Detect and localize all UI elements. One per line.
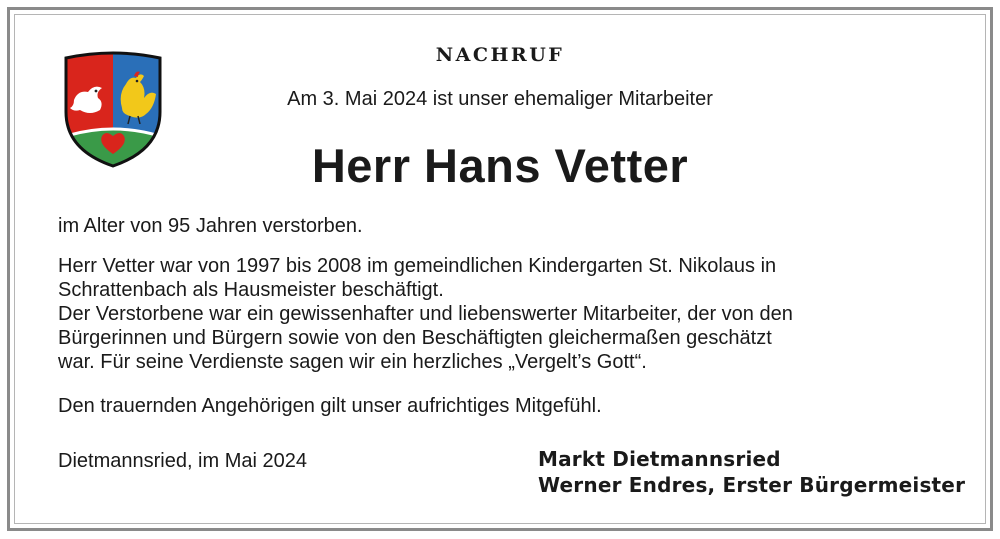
intro-line: Am 3. Mai 2024 ist unser ehemaliger Mitarbeiter [287, 88, 713, 110]
body-line: Bürgerinnen und Bürgern sowie von den Beschäftigten gleichermaßen geschätzt [58, 327, 772, 349]
body-line: Schrattenbach als Hausmeister beschäftigt. [58, 279, 444, 301]
age-line: im Alter von 95 Jahren verstorben. [58, 215, 363, 237]
condolence-line: Den trauernden Angehörigen gilt unser aufrichtiges Mitgefühl. [58, 395, 602, 417]
signature-person: Werner Endres, Erster Bürgermeister [538, 473, 966, 497]
body-line: Der Verstorbene war ein gewissenhafter und liebenswerter Mitarbeiter, der von den [58, 303, 793, 325]
deceased-name: Herr Hans Vetter [311, 139, 689, 192]
body-line: war. Für seine Verdienste sagen wir ein herzliches „Vergelt’s Gott“. [58, 351, 647, 373]
place-date: Dietmannsried, im Mai 2024 [58, 450, 307, 472]
body-line: Herr Vetter war von 1997 bis 2008 im gemeindlichen Kindergarten St. Nikolaus in [58, 255, 777, 277]
notice-heading: NACHRUF [435, 44, 565, 66]
signature-org: Markt Dietmannsried [538, 447, 781, 471]
